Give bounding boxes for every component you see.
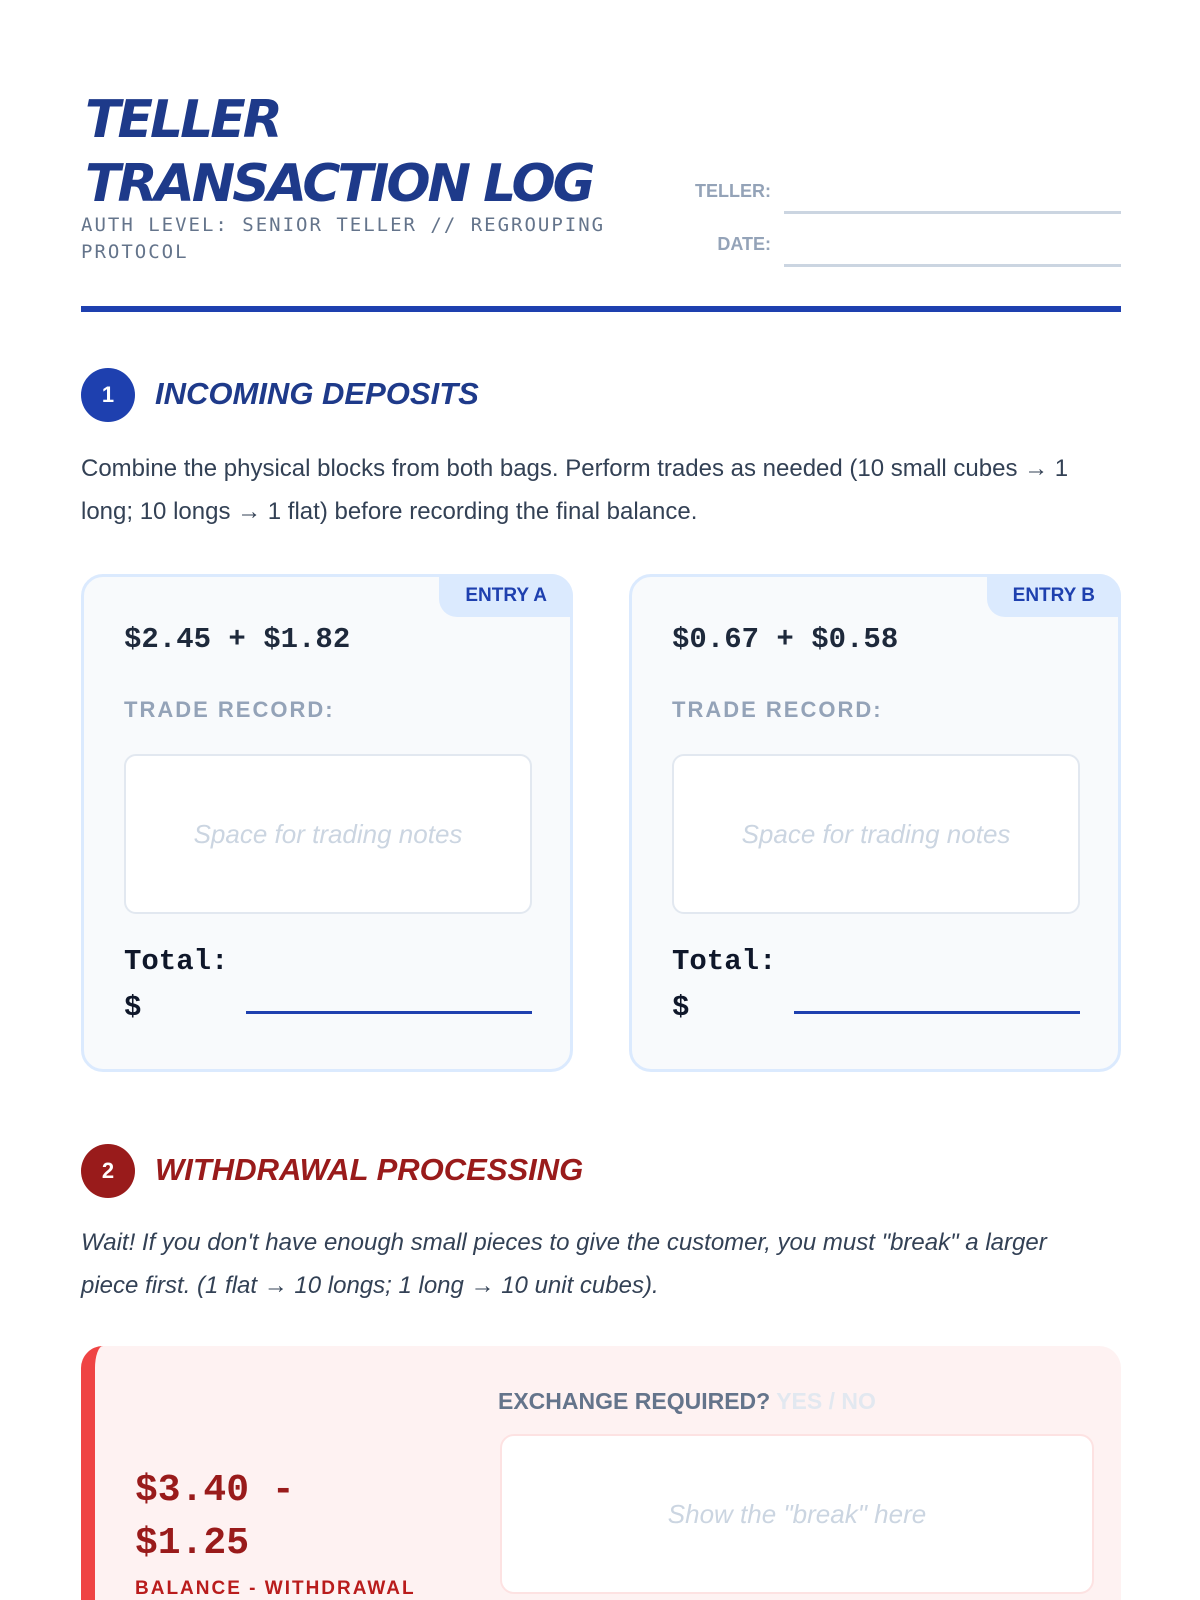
entry-tag: ENTRY B xyxy=(987,574,1121,617)
section-2-instructions: Wait! If you don't have enough small pieces to give the customer, you must "break" a larger piece first. (1 flat → 10 longs; 1 long → 10 unit cubes). xyxy=(81,1229,1047,1299)
exchange-yes-no[interactable]: YES / NO xyxy=(776,1388,876,1414)
withdrawal-panel xyxy=(81,1346,1121,1600)
date-label: DATE: xyxy=(717,234,771,254)
title-line-2: TRANSACTION LOG xyxy=(85,154,593,214)
total-answer-line[interactable] xyxy=(794,1011,1080,1014)
break-work-box[interactable]: Show the "break" here xyxy=(500,1434,1094,1594)
withdrawal-expression xyxy=(135,1464,295,1570)
trade-record-label: TRADE RECORD: xyxy=(672,697,883,722)
total-label: Total: xyxy=(672,945,777,978)
auth-level-subtitle: AUTH LEVEL: SENIOR TELLER // REGROUPING PROTOCOL xyxy=(81,214,606,263)
total-answer-line[interactable] xyxy=(246,1011,532,1014)
date-field[interactable] xyxy=(784,264,1121,267)
worksheet-page xyxy=(81,0,1121,1600)
header-divider xyxy=(81,306,1121,312)
entry-card-a xyxy=(81,574,573,1072)
title-line-1: TELLER xyxy=(85,90,280,150)
currency-symbol: $ xyxy=(124,991,142,1024)
section-2-number: 2 xyxy=(81,1144,135,1198)
entry-tag: ENTRY A xyxy=(439,574,573,617)
entry-expression: $0.67 + $0.58 xyxy=(672,623,899,656)
total-label: Total: xyxy=(124,945,229,978)
section-1-title: INCOMING DEPOSITS xyxy=(155,376,479,411)
withdrawal-expression-line-1: $3.40 - xyxy=(135,1469,295,1512)
trading-notes-box[interactable]: Space for trading notes xyxy=(124,754,532,914)
page-title xyxy=(85,88,592,216)
entry-expression: $2.45 + $1.82 xyxy=(124,623,351,656)
teller-label: TELLER: xyxy=(695,181,771,201)
currency-symbol: $ xyxy=(672,991,690,1024)
section-1-number: 1 xyxy=(81,368,135,422)
exchange-question xyxy=(498,1388,876,1415)
section-1-instructions: Combine the physical blocks from both bags. Perform trades as needed (10 small cubes → 1 long; 10 longs → 1 flat) before recording the final balance. xyxy=(81,455,1069,525)
withdrawal-expression-line-2: $1.25 xyxy=(135,1522,250,1565)
exchange-question-label: EXCHANGE REQUIRED? xyxy=(498,1388,771,1414)
teller-field[interactable] xyxy=(784,211,1121,214)
trading-notes-box[interactable]: Space for trading notes xyxy=(672,754,1080,914)
trade-record-label: TRADE RECORD: xyxy=(124,697,335,722)
section-2-title: WITHDRAWAL PROCESSING xyxy=(155,1152,584,1187)
entry-card-b xyxy=(629,574,1121,1072)
withdrawal-caption: BALANCE - WITHDRAWAL xyxy=(135,1578,416,1599)
